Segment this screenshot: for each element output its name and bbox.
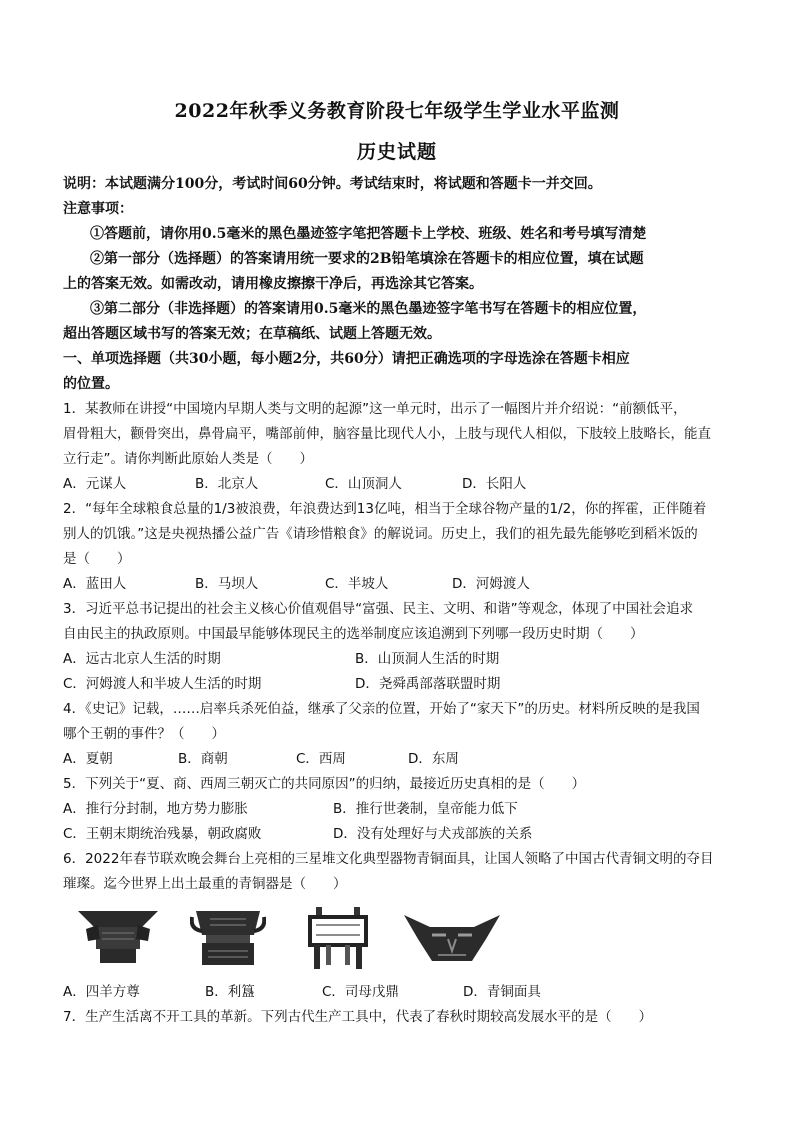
question-2-option-d: D．河姆渡人: [452, 576, 530, 592]
question-3-option-c: C．河姆渡人和半坡人生活的时期: [63, 676, 262, 692]
question-1-line-1: 1．某教师在讲授“中国境内早期人类与文明的起源”这一单元时，出示了一幅图片并介绍说：“前额低平，: [63, 401, 687, 417]
question-2-line-3: 是（ ）: [63, 551, 131, 567]
exam-title: 2022年秋季义务教育阶段七年级学生学业水平监测: [174, 100, 620, 122]
question-4-option-c: C．西周: [296, 751, 346, 767]
question-3-option-d: D．尧舜禹部落联盟时期: [355, 676, 501, 692]
question-2-line-1: 2．“每年全球粮食总量的1/3被浪费，年浪费达到13亿吨，相当于全球谷物产量的1/2，你的挥霍，正伴随着: [63, 501, 707, 517]
question-1-option-d: D．长阳人: [462, 476, 527, 492]
question-4-line-1: 4．《史记》记载，……启率兵杀死伯益，继承了父亲的位置，开始了“家天下”的历史。材料所反映的是我国: [63, 701, 700, 717]
question-1-line-3: 立行走”。请你判断此原始人类是（ ）: [63, 451, 313, 467]
question-5-line-1: 5．下列关于“夏、商、西周三朝灭亡的共同原因”的归纳，最接近历史真相的是（ ）: [63, 776, 586, 792]
question-1-option-b: B．北京人: [195, 476, 259, 492]
question-3-option-b: B．山顶洞人生活的时期: [355, 651, 500, 667]
bronze-mask-image: [402, 905, 502, 965]
li-gui-image: [190, 905, 266, 969]
question-6-option-a: A．四羊方尊: [63, 984, 140, 1000]
four-goat-square-zun-image: [72, 905, 164, 965]
question-2-line-2: 别人的饥饿。”这是央视热播公益广告《请珍惜粮食》的解说词。历史上，我们的祖先最先能够吃到稻米饭的: [63, 526, 698, 542]
exam-note: 说明：本试题满分100分，考试时间60分钟。考试结束时，将试题和答题卡一并交回。: [63, 176, 602, 192]
section-heading-cont: 的位置。: [63, 376, 119, 392]
attention-item-3: ③第二部分（非选择题）的答案请用0.5毫米的黑色墨迹签字笔书写在答题卡的相应位置，: [90, 301, 647, 317]
attention-item-3-cont: 超出答题区域书写的答案无效；在草稿纸、试题上答题无效。: [63, 326, 441, 342]
question-4-line-2: 哪个王朝的事件？（ ）: [63, 726, 225, 742]
question-4-option-d: D．东周: [408, 751, 459, 767]
question-5-option-d: D．没有处理好与犬戎部族的关系: [333, 826, 533, 842]
question-2-option-c: C．半坡人: [325, 576, 389, 592]
question-1-option-c: C．山顶洞人: [325, 476, 402, 492]
question-6-line-1: 6．2022年春节联欢晚会舞台上亮相的三星堆文化典型器物青铜面具，让国人领略了中国古代青铜文明的夺目: [63, 851, 714, 867]
question-3-line-2: 自由民主的执政原则。中国最早能够体现民主的选举制度应该追溯到下列哪一段历史时期（ ）: [63, 626, 644, 642]
question-6-option-c: C．司母戊鼎: [322, 984, 399, 1000]
attention-heading: 注意事项：: [63, 201, 133, 217]
question-1-line-2: 眉骨粗大，颧骨突出，鼻骨扁平，嘴部前伸，脑容量比现代人小，上肢与现代人相似，下肢较上肢略长，能直: [63, 426, 711, 442]
section-heading: 一、单项选择题（共30小题，每小题2分，共60分）请把正确选项的字母选涂在答题卡相应: [63, 351, 630, 367]
question-5-option-b: B．推行世袭制，皇帝能力低下: [333, 801, 518, 817]
exam-subject: 历史试题: [356, 141, 437, 163]
question-6-option-b: B．利簋: [205, 984, 255, 1000]
question-2-option-a: A．蓝田人: [63, 576, 127, 592]
question-3-option-a: A．远古北京人生活的时期: [63, 651, 221, 667]
simuwu-ding-image: [302, 905, 374, 971]
attention-item-2: ②第一部分（选择题）的答案请用统一要求的2B铅笔填涂在答题卡的相应位置，填在试题: [90, 251, 644, 267]
attention-item-2-cont: 上的答案无效。如需改动，请用橡皮擦擦干净后，再选涂其它答案。: [63, 276, 483, 292]
question-5-option-c: C．王朝末期统治残暴，朝政腐败: [63, 826, 262, 842]
question-4-option-b: B．商朝: [178, 751, 228, 767]
question-3-line-1: 3．习近平总书记提出的社会主义核心价值观倡导“富强、民主、文明、和谐”等观念，体现了中国社会追求: [63, 601, 694, 617]
question-1-option-a: A．元谋人: [63, 476, 127, 492]
question-5-option-a: A．推行分封制，地方势力膨胀: [63, 801, 248, 817]
question-4-option-a: A．夏朝: [63, 751, 113, 767]
question-2-option-b: B．马坝人: [195, 576, 259, 592]
question-7-line-1: 7．生产生活离不开工具的革新。下列古代生产工具中，代表了春秋时期较高发展水平的是（ ）: [63, 1009, 653, 1025]
question-6-line-2: 璀璨。迄今世界上出土最重的青铜器是（ ）: [63, 876, 347, 892]
attention-item-1: ①答题前，请你用0.5毫米的黑色墨迹签字笔把答题卡上学校、班级、姓名和考号填写清楚: [90, 226, 647, 242]
question-6-option-d: D．青铜面具: [463, 984, 541, 1000]
